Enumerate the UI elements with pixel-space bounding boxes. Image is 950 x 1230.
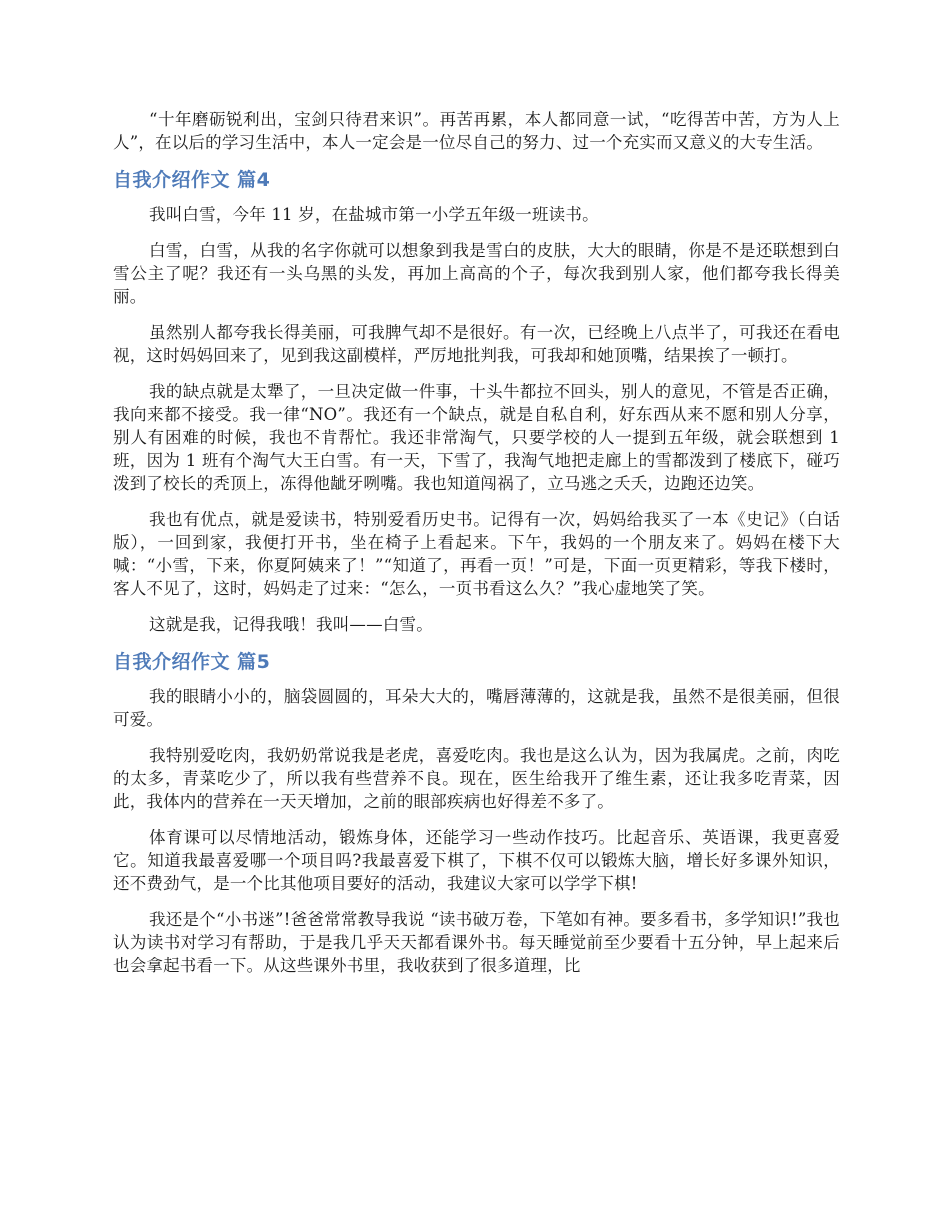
- paragraph: 我的眼睛小小的，脑袋圆圆的，耳朵大大的，嘴唇薄薄的，这就是我，虽然不是很美丽，但很可爱。: [113, 687, 840, 729]
- paragraph: 我也有优点，就是爱读书，特别爱看历史书。记得有一次，妈妈给我买了一本《史记》（白话版），一回到家，我便打开书，坐在椅子上看起来。下午，我妈的一个朋友来了。妈妈在楼下大喊：“小雪，下来，你夏阿姨来了！”“知道了，再看一页！”可是，下面一页更精彩，等我下楼时，客人不见了，这时，妈妈走了过来：“怎么，一页书看这么久？”我心虚地笑了笑。: [113, 510, 840, 598]
- paragraph: 白雪，白雪，从我的名字你就可以想象到我是雪白的皮肤，大大的眼睛，你是不是还联想到白雪公主了呢？我还有一头乌黑的头发，再加上高高的个子，每次我到别人家，他们都夸我长得美丽。: [113, 241, 840, 306]
- section-heading-4: 自我介绍作文 篇4: [113, 169, 271, 191]
- paragraph: “十年磨砺锐利出，宝剑只待君来识”。再苦再累，本人都同意一试，“吃得苦中苦，方为人上人”，在以后的学习生活中，本人一定会是一位尽自己的努力、过一个充实而又意义的大专生活。: [113, 110, 840, 152]
- paragraph: 虽然别人都夸我长得美丽，可我脾气却不是很好。有一次，已经晚上八点半了，可我还在看电视，这时妈妈回来了，见到我这副模样，严厉地批判我，可我却和她顶嘴，结果挨了一顿打。: [113, 323, 840, 365]
- paragraph: 我叫白雪，今年 11 岁，在盐城市第一小学五年级一班读书。: [149, 205, 599, 224]
- paragraph: 这就是我，记得我哦！我叫——白雪。: [149, 615, 433, 634]
- section-heading-5: 自我介绍作文 篇5: [113, 651, 271, 673]
- paragraph: 我还是个“小书迷”!爸爸常常教导我说 “读书破万卷，下笔如有神。要多看书，多学知识!”我也认为读书对学习有帮助，于是我几乎天天都看课外书。每天睡觉前至少要看十五分钟，早上起来后也会拿起书看一下。从这些课外书里，我收获到了很多道理，比: [113, 910, 840, 975]
- paragraph: 我的缺点就是太犟了，一旦决定做一件事，十头牛都拉不回头，别人的意见，不管是否正确，我向来都不接受。我一律“NO”。我还有一个缺点，就是自私自利，好东西从来不愿和别人分享，别人有困难的时候，我也不肯帮忙。我还非常淘气，只要学校的人一提到五年级，就会联想到 1 班，因为 1 班有个淘气大王白雪。有一天，下雪了，我淘气地把走廊上的雪都泼到了楼底下，碰巧泼到了校长的秃顶上，冻得他龇牙咧嘴。我也知道闯祸了，立马逃之夭夭，边跑还边笑。: [113, 382, 840, 493]
- paragraph: 体育课可以尽情地活动，锻炼身体，还能学习一些动作技巧。比起音乐、英语课，我更喜爱它。知道我最喜爱哪一个项目吗?我最喜爱下棋了，下棋不仅可以锻炼大脑，增长好多课外知识，还不费劲气，是一个比其他项目要好的活动，我建议大家可以学学下棋!: [113, 828, 840, 893]
- document-page: [113, 108, 840, 990]
- paragraph: 我特别爱吃肉，我奶奶常说我是老虎，喜爱吃肉。我也是这么认为，因为我属虎。之前，肉吃的太多，青菜吃少了，所以我有些营养不良。现在，医生给我开了维生素，还让我多吃青菜，因此，我体内的营养在一天天增加，之前的眼部疾病也好得差不多了。: [113, 746, 840, 811]
